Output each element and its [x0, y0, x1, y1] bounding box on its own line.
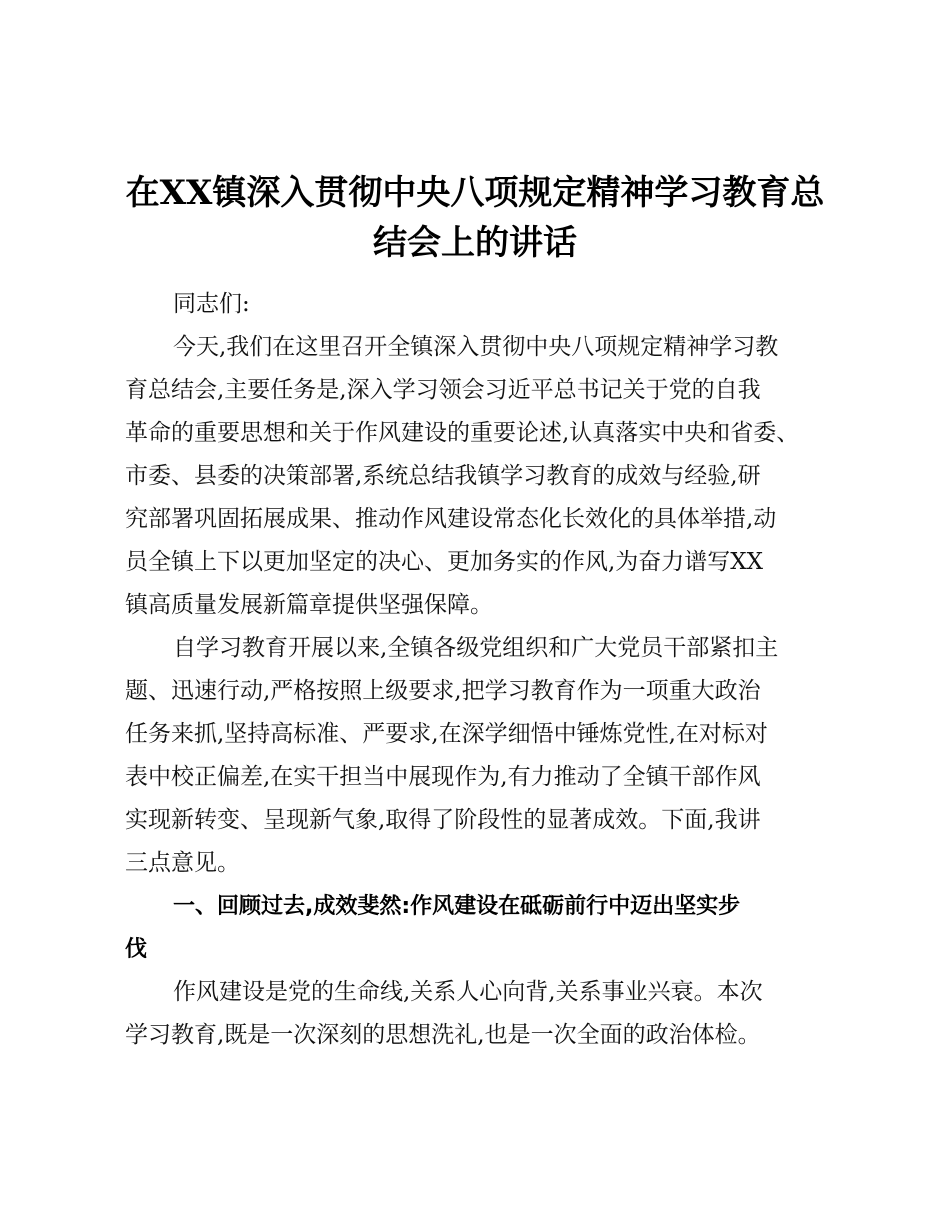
- document-title: [110, 168, 840, 268]
- title-line: 在XX镇深入贯彻中央八项规定精神学习教育总: [125, 173, 825, 213]
- paragraph-line: 作风建设是党的生命线,关系人心向背,关系事业兴衰。本次: [173, 979, 763, 1005]
- paragraph-line: 革命的重要思想和关于作风建设的重要论述,认真落实中央和省委、: [125, 420, 800, 446]
- paragraph-line: 员全镇上下以更加坚定的决心、更加务实的作风,为奋力谱写XX: [125, 549, 764, 575]
- paragraph-line: 究部署巩固拓展成果、推动作风建设常态化长效化的具体举措,动: [125, 506, 777, 532]
- document-body: [125, 283, 845, 1057]
- paragraph-3: [125, 971, 845, 1057]
- paragraph-2: [125, 627, 845, 885]
- title-line: 结会上的讲话: [373, 223, 577, 263]
- paragraph-line: 自学习教育开展以来,全镇各级党组织和广大党员干部紧扣主: [173, 635, 779, 661]
- section-heading-line: 伐: [125, 937, 148, 962]
- paragraph-line: 学习教育,既是一次深刻的思想洗礼,也是一次全面的政治体检。: [125, 1022, 761, 1048]
- section-heading-1: [125, 885, 845, 971]
- paragraph-line: 实现新转变、呈现新气象,取得了阶段性的显著成效。下面,我讲: [125, 807, 761, 833]
- paragraph-line: 育总结会,主要任务是,深入学习领会习近平总书记关于党的自我: [125, 377, 761, 403]
- paragraph-line: 三点意见。: [125, 850, 240, 876]
- paragraph-line: 表中校正偏差,在实干担当中展现作为,有力推动了全镇干部作风: [125, 764, 761, 790]
- paragraph-1: [125, 326, 845, 627]
- paragraph-line: 任务来抓,坚持高标准、严要求,在深学细悟中锤炼党性,在对标对: [125, 721, 768, 747]
- paragraph-line: 市委、县委的决策部署,系统总结我镇学习教育的成效与经验,研: [125, 463, 761, 489]
- paragraph-line: 镇高质量发展新篇章提供坚强保障。: [125, 592, 493, 618]
- salutation: 同志们:: [173, 291, 250, 317]
- paragraph-line: 题、迅速行动,严格按照上级要求,把学习教育作为一项重大政治: [125, 678, 761, 704]
- section-heading-line: 一、回顾过去,成效斐然:作风建设在砥砺前行中迈出坚实步: [173, 894, 741, 919]
- paragraph-line: 今天,我们在这里召开全镇深入贯彻中央八项规定精神学习教: [173, 334, 779, 360]
